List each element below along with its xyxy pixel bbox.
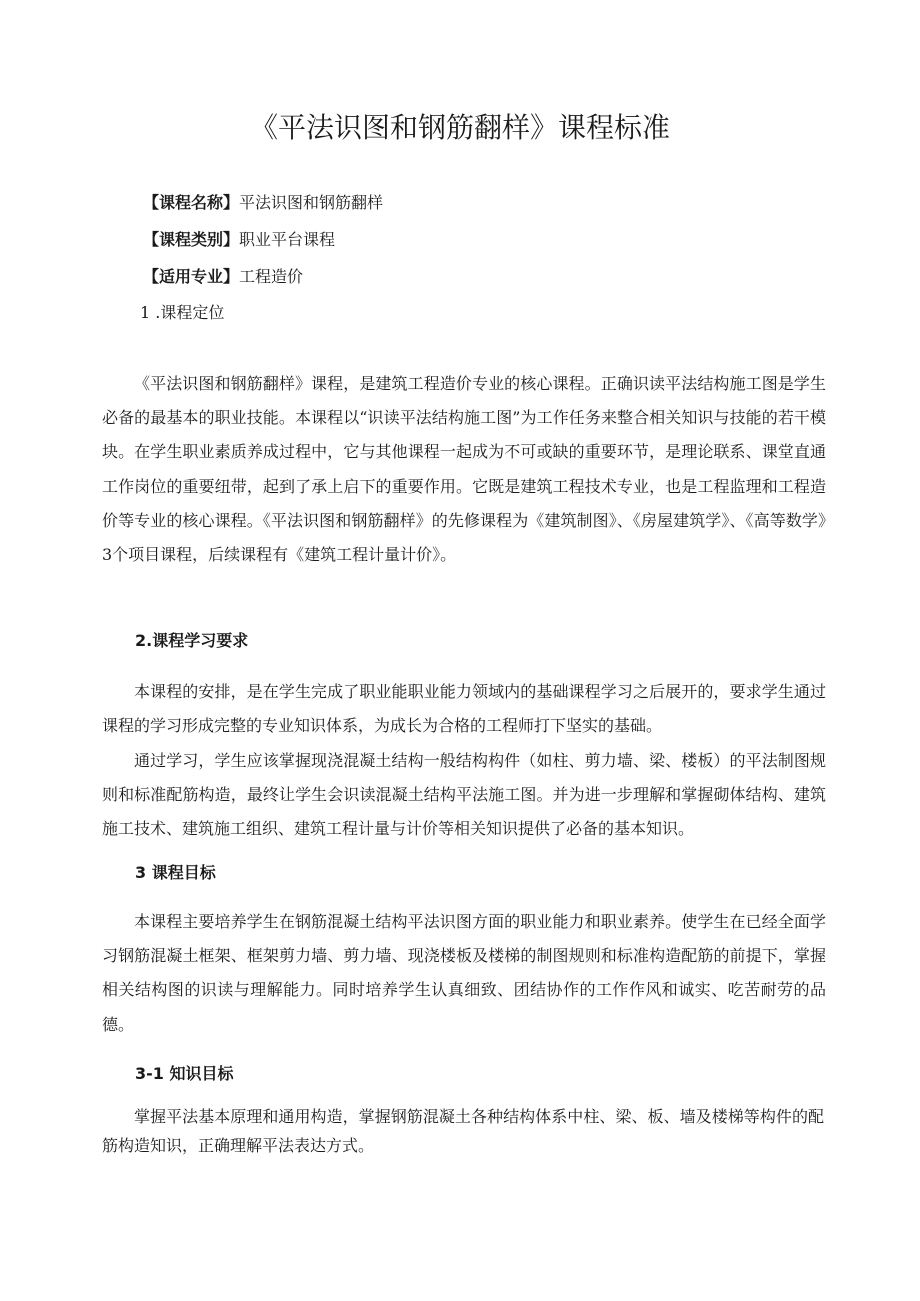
meta-course-category: [143, 229, 335, 251]
meta-course-name: [143, 192, 383, 214]
meta-value: 工程造价: [239, 267, 304, 286]
document-title: 《平法识图和钢筋翻样》课程标准: [249, 111, 670, 144]
section3-1-paragraph: 掌握平法基本原理和通用构造，掌握钢筋混凝土各种结构体系中柱、梁、板、墙及楼梯等构件的配筋构造知识，正确理解平法表达方式。: [102, 1107, 824, 1155]
section2-heading: 2.课程学习要求: [135, 631, 249, 650]
section1-heading: 1 .课程定位: [140, 303, 225, 322]
meta-value: 平法识图和钢筋翻样: [239, 193, 384, 212]
meta-value: 职业平台课程: [239, 230, 336, 249]
meta-key: 【课程类别】: [143, 230, 240, 249]
section1-paragraph: 《平法识图和钢筋翻样》课程，是建筑工程造价专业的核心课程。正确识读平法结构施工图是学生必备的最基本的职业技能。本课程以“识读平法结构施工图”为工作任务来整合相关知识与技能的若干模块。在学生职业素质养成过程中，它与其他课程一起成为不可或缺的重要环节，是理论联系、课堂直通工作岗位的重要纽带，起到了承上启下的重要作用。它既是建筑工程技术专业，也是工程监理和工程造价等专业的核心课程。《平法识图和钢筋翻样》的先修课程为《建筑制图》、《房屋建筑学》、《高等数学》3个项目课程，后续课程有《建筑工程计量计价》。: [102, 374, 826, 565]
section3-1-heading: 3-1 知识目标: [135, 1064, 234, 1083]
meta-key: 【适用专业】: [143, 267, 240, 286]
section2-paragraph-1: 本课程的安排，是在学生完成了职业能职业能力领域内的基础课程学习之后展开的，要求学生通过课程的学习形成完整的专业知识体系，为成长为合格的工程师打下坚实的基础。: [102, 682, 826, 736]
meta-key: 【课程名称】: [143, 193, 240, 212]
meta-applicable-major: [143, 266, 303, 288]
section2-paragraph-2: 通过学习，学生应该掌握现浇混凝土结构一般结构构件（如柱、剪力墙、梁、楼板）的平法制图规则和标准配筋构造，最终让学生会识读混凝土结构平法施工图。并为进一步理解和掌握砌体结构、建筑施工技术、建筑施工组织、建筑工程计量与计价等相关知识提供了必备的基本知识。: [102, 751, 826, 839]
section3-paragraph: 本课程主要培养学生在钢筋混凝土结构平法识图方面的职业能力和职业素养。使学生在已经全面学习钢筋混凝土框架、框架剪力墙、剪力墙、现浇楼板及楼梯的制图规则和标准构造配筋的前提下，掌握相关结构图的识读与理解能力。同时培养学生认真细致、团结协作的工作作风和诚实、吃苦耐劳的品德。: [102, 912, 826, 1034]
section3-heading: 3 课程目标: [135, 863, 216, 882]
